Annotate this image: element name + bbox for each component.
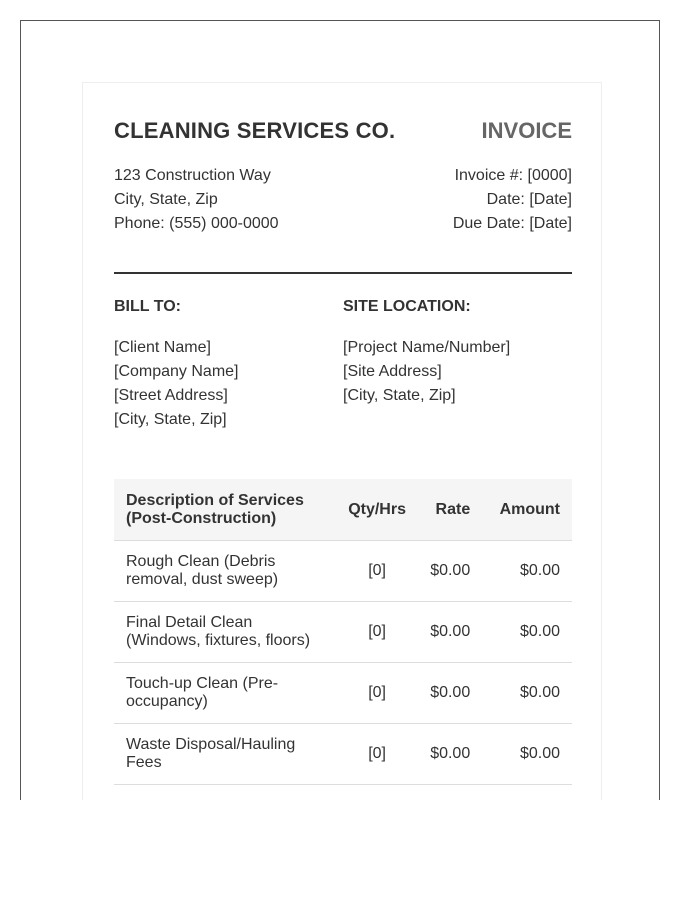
parties-row <box>114 296 572 432</box>
bill-to-line: [Client Name] <box>114 339 211 356</box>
site-location-section <box>343 296 572 432</box>
service-rate: $0.00 <box>414 541 482 602</box>
info-row <box>114 164 572 236</box>
column-header-qty: Qty/Hrs <box>340 479 414 541</box>
service-rate: $0.00 <box>414 602 482 663</box>
table-row <box>114 541 572 602</box>
company-name: CLEANING SERVICES CO. <box>114 118 396 143</box>
service-description: Final Detail Clean (Windows, fixtures, floors) <box>114 602 340 663</box>
company-address-line: City, State, Zip <box>114 191 218 208</box>
invoice-paper <box>82 82 602 800</box>
service-description: Rough Clean (Debris removal, dust sweep) <box>114 541 340 602</box>
column-header-rate: Rate <box>414 479 482 541</box>
bill-to-line: [City, State, Zip] <box>114 411 227 428</box>
service-qty: [0] <box>340 541 414 602</box>
services-table <box>114 479 572 785</box>
invoice-due-date: Due Date: [Date] <box>452 215 572 232</box>
table-header-row <box>114 479 572 541</box>
service-qty: [0] <box>340 602 414 663</box>
table-row <box>114 663 572 724</box>
service-rate: $0.00 <box>414 724 482 785</box>
column-header-description: Description of Services (Post-Construction) <box>114 479 340 541</box>
service-amount: $0.00 <box>482 724 572 785</box>
document-frame <box>20 20 660 800</box>
table-row <box>114 724 572 785</box>
invoice-header <box>114 116 572 146</box>
service-description: Touch-up Clean (Pre-occupancy) <box>114 663 340 724</box>
service-qty: [0] <box>340 663 414 724</box>
service-qty: [0] <box>340 724 414 785</box>
service-amount: $0.00 <box>482 602 572 663</box>
service-rate: $0.00 <box>414 663 482 724</box>
bill-to-section <box>114 296 343 432</box>
invoice-number: Invoice #: [0000] <box>454 167 572 184</box>
column-header-amount: Amount <box>482 479 572 541</box>
site-location-line: [Project Name/Number] <box>343 339 511 356</box>
header-divider <box>114 272 572 274</box>
service-amount: $0.00 <box>482 663 572 724</box>
company-address-line: 123 Construction Way <box>114 167 271 184</box>
bill-to-lines <box>114 336 343 432</box>
company-address <box>114 164 279 236</box>
company-phone: Phone: (555) 000-0000 <box>114 215 279 232</box>
service-amount: $0.00 <box>482 541 572 602</box>
site-location-line: [City, State, Zip] <box>343 387 456 404</box>
invoice-title: INVOICE <box>481 118 572 143</box>
invoice-content <box>114 116 572 785</box>
bill-to-line: [Company Name] <box>114 363 239 380</box>
bill-to-line: [Street Address] <box>114 387 228 404</box>
site-location-heading: SITE LOCATION: <box>343 298 471 315</box>
bill-to-heading: BILL TO: <box>114 298 181 315</box>
service-description: Waste Disposal/Hauling Fees <box>114 724 340 785</box>
site-location-lines <box>343 336 572 408</box>
invoice-meta <box>453 164 572 236</box>
invoice-date: Date: [Date] <box>486 191 572 208</box>
table-row <box>114 602 572 663</box>
site-location-line: [Site Address] <box>343 363 442 380</box>
